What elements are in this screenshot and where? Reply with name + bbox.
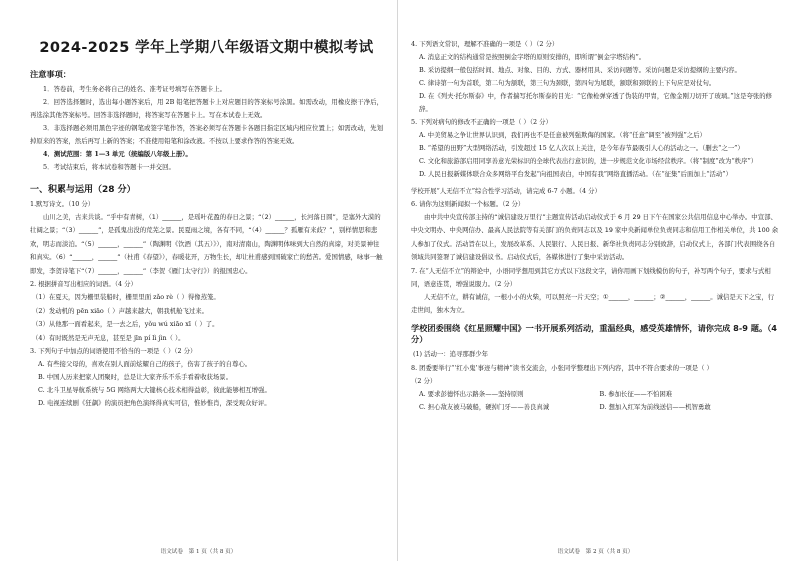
notice-heading: 注意事项： (30, 69, 71, 79)
section-heading: 一、积累与运用（28 分） (30, 185, 136, 195)
question-2-heading: 2. 根据拼音写出相应的词语。（4 分） (30, 280, 137, 289)
question-4-option: D. 在《列夫·托尔斯泰》中，作者揣写托尔斯泰的目光：“它像枪弹穿透了伪装的甲胄，它像金刚刀切开了玻璃。”这是夸张的修辞。 (419, 92, 773, 113)
question-6-heading: 6. 请你为这则新闻拟一个标题。（2 分） (411, 200, 525, 208)
question-2-item: （4）有时既然是无声无息，甚至是 jīn pí lì jìn（ ）。 (32, 333, 185, 342)
question-8-option: B. 参加长征——不怕困难 (599, 389, 673, 398)
question-5-option: D. 人民日报新媒体联合众多网络平台发起“向祖国表白，中国有我”网络直播活动。（在“征集”后面加上“活动”） (419, 170, 732, 178)
question-3-option: D. 电视连续剧《狂飙》的演员把角色演绎得真实可信，惟妙惟肖，深受观众好评。 (38, 399, 271, 408)
question-8-option: D. 想加入红军为前线送信——机智勇敢 (599, 402, 711, 411)
notice-item: 4．测试范围：第 1—3 单元（统编版八年级上册）。 (43, 150, 192, 158)
question-2-item: （3）从他那一面看起来，是一去之后，yǒu wú xiāo xī（ ）了。 (32, 320, 219, 329)
page-footer: 语文试卷 第 2 页（共 8 页） (557, 549, 634, 555)
question-8-option-row (411, 401, 780, 414)
question-4-option: C. 律诗第一句为首联，第二句为颔联，第三句为颈联，第四句为尾联，颔联和颈联的上下句应是对仗句。 (419, 79, 716, 87)
question-8-option: C. 担心敌友被马破船，硬掉门牙——善良真诚 (419, 402, 550, 411)
question-5-option: C. 文化和旅游部启用同享善意光荣标识的全球代表出行意识的，进一步规范文化市场经营秩序。（将“制度”改为“秩序”） (419, 157, 758, 165)
question-3-option: A. 有些接父母的，喜欢在别人面前炫耀自己的孩子，伤害了孩子的自尊心。 (38, 360, 252, 369)
question-5-option: A. 中美贸易之争让世界认识到，我们再也不是任意被列强欺侮的国家。（将“任意”调至“被列强”之后） (419, 131, 706, 139)
question-7-heading: 7. 在“人无信不立”的辩论中，小语同学想用到其它方式以下这段文字，请你用画下划线模仿的句子，补写两个句子，要求与式相同，语意连贯，增强说服力。（2 分） (411, 266, 771, 288)
question-4-heading: 4. 下列语文常识，理解不准确的一项是（ ）（2 分） (411, 40, 559, 48)
question-5-option: B. “希望的田野”大型网络活动，引发超过 15 亿人次以上关注，是今年春节最吸引人心的活动之一。（删去“之一”） (419, 144, 744, 152)
question-3-option: B. 中国人历来把家人团聚时，总是让大家齐乐不乐手看着收获场景。 (38, 373, 233, 382)
notice-item: 1．答卷前，考生务必将自己的姓名、准考证号填写在答题卡上。 (43, 85, 227, 93)
question-4-option: B. 采访提纲一般包括时间、地点、对象、目的、方式、器材用具、采访问题等。采访问题是采访提纲的主要内容。 (419, 66, 741, 74)
activity-intro: 学校开展“人无信不立”综合性学习活动，请完成 6-7 小题。（4 分） (411, 187, 601, 195)
question-8-score: （2 分） (411, 376, 437, 385)
exam-title: 2024-2025 学年上学期八年级语文期中模拟考试 (39, 40, 374, 56)
question-1-heading: 1.默写诗文。（10 分） (30, 200, 95, 208)
question-8-option: A. 要求彭德怀出示路条——坚持原则 (419, 389, 524, 398)
notice-item: 5．考试结束后，将本试卷和答题卡一并交回。 (43, 163, 175, 171)
question-7-passage: 人无信不立，耕有诚信，一根小小的火柴，可以照亮一片天空；①______，______；②______，______。诚信是天下之宝，行走世间，独木为立。 (411, 292, 775, 315)
activity-label: (1) 活动一：追寻那群少年 (413, 350, 488, 359)
question-3-heading: 3. 下列句子中加点的词语使用不恰当的一项是（ ）（2 分） (30, 347, 197, 356)
notice-item: 2．回答选择题时，选出每小题答案后，用 2B 铅笔把答题卡上对应题目的答案标号涂黑。如需改动，用橡皮擦干净后，再选涂其他答案标号。回答非选择题时，将答案写在答题卡上。写在本试卷上无效。 (30, 98, 383, 119)
question-4-option: A. 消息正文的结构通常是按照倒金字塔的原则安排的，即所谓“倒金字塔结构”。 (419, 53, 646, 61)
section-heading: 学校团委围绕《红星照耀中国》一书开展系列活动，重温经典，感受英雄情怀，请你完成 8-9 题。（4 分） (411, 323, 777, 345)
question-6-passage: 由中共中央宣传部主持的“诚信建设万里行”主题宣传活动启动仪式于 6 月 29 日下午在国家公共信用信息中心举办。中宣部、中央文明办、中央网信办、最高人民法院等有关部门的负责同志以及 19 家中央新闻单位负责同志和信用工作相关单位，共 100 余人参加了仪式。活动旨在以上，发展改革系、人民银行、人民日报、新华社负责同志分别致辞，启动仪式上，各部门代表围绕各自领域共同签署了诚信建设倡议书。启动仪式后，各媒体进行了集中采访活动。 (411, 213, 779, 262)
question-5-heading: 5. 下列对病句的修改不正确的一项是（ ）（2 分） (411, 118, 552, 126)
question-1-passage: 山川之美，古来共谈。“乎中有青树，（1）______，是瑶叶花盈的春日之景；“（2）______，长河落日圆”，是塞外大漠的壮阔之景；“（3）______”，是孤鬼出没的荒芜之景。民夏雨之境，各有不同，“（4）______？孤雁有来歧？”，别样情思和悲欢，明志而淡泊。“（5）______，______”（陶渊明《饮酒（其五）》），南对清南山，陶渊明体味到大自然的真谛，对美景神往和真实。（6）“______，______”（杜甫《春望》），春暖花开，万物生长，却让杜甫感到国破家亡的愁苦。爱国情感，咏事一触即发，李贺诗笔下“（7）______，______”（李贺《雁门太守行》）的报国忠心。 (30, 213, 383, 275)
notice-item: 3．非选择题必须用黑色字迹的钢笔或签字笔作答，答案必须写在答题卡各题目指定区域内相应位置上；如需改动，先划掉原来的答案，然后再写上新的答案；不准使用铅笔和涂改液。不按以上要求作答的答案无效。 (30, 124, 383, 145)
question-2-item: （2）发动机的 pēn xiāo（ ）声越来越大，朝我机舱飞过来。 (32, 306, 209, 315)
question-3-option: C. 北斗卫星导航系统与 5G 网络两大大键核心技术相得益彰，彼此能够相互增强。 (38, 386, 271, 395)
question-8-heading: 8. 团委要举行“‘红小鬼’事迹与精神”读书交流会，小张同学整理出下列内容，其中不符合要求的一项是（ ） (411, 363, 713, 372)
question-2-item: （1）在夏天，因为栅里装船时，栅里里面 zǎo rè（ ）得像蒸笼。 (32, 293, 220, 302)
question-8-option-row (411, 388, 780, 401)
notice-list (30, 83, 383, 174)
right-page (397, 0, 794, 561)
page-footer: 语文试卷 第 1 页（共 8 页） (160, 549, 237, 555)
